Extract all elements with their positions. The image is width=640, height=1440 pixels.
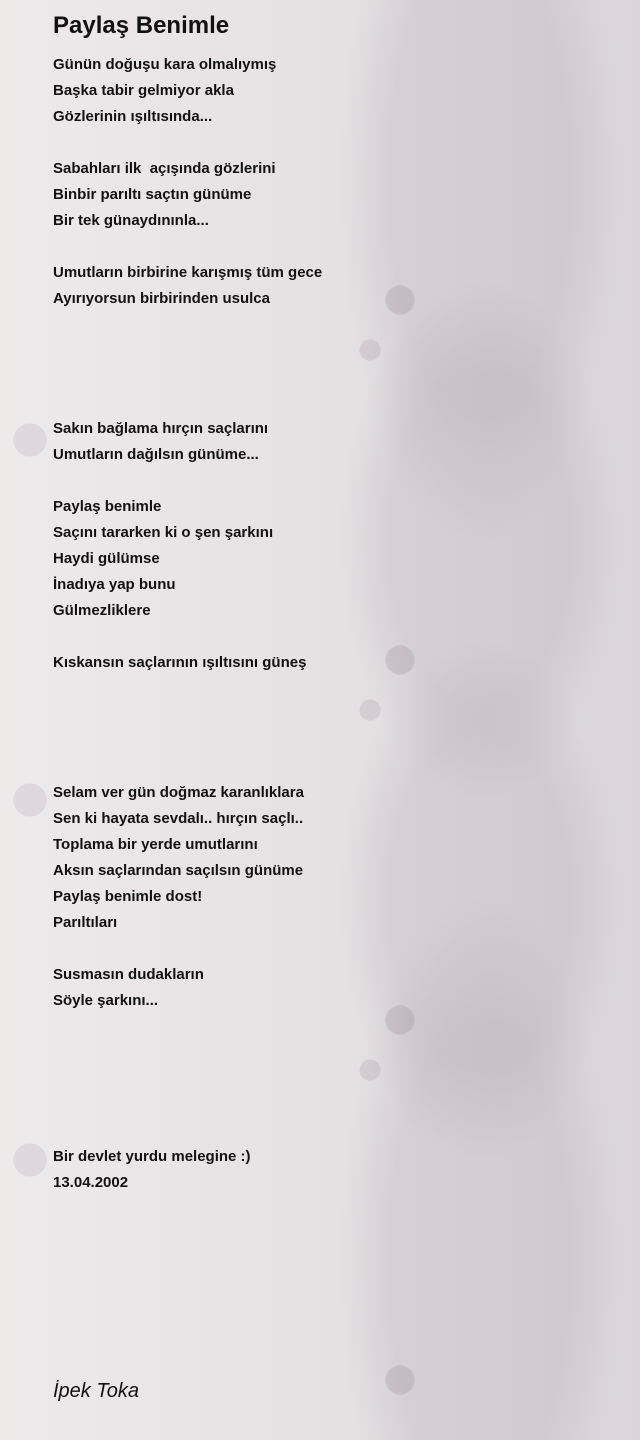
stanza-break: [53, 468, 613, 494]
poem-line: Paylaş benimle dost!: [53, 888, 203, 905]
stanza-break: [53, 936, 613, 962]
stanza-break: [53, 130, 613, 156]
stanza-break: [53, 1040, 613, 1066]
poem-line: Saçını tararken ki o şen şarkını: [53, 524, 274, 541]
poem-line: Haydi gülümse: [53, 550, 160, 567]
stanza-break: [53, 1092, 613, 1118]
poem-line: Sen ki hayata sevdalı.. hırçın saçlı..: [53, 810, 304, 827]
poem-title: Paylaş Benimle: [53, 12, 230, 39]
poem-line: Susmasın dudakların: [53, 966, 204, 983]
poem-line: Ayırıyorsun birbirinden usulca: [53, 290, 270, 307]
stanza-break: [53, 364, 613, 390]
stanza-break: [53, 1118, 613, 1144]
poem-line: Paylaş benimle: [53, 498, 162, 515]
stanza-break: [53, 754, 613, 780]
stanza-break: [53, 1014, 613, 1040]
stanza-break: [53, 312, 613, 338]
poem-body: [53, 52, 613, 1196]
poem-line: Söyle şarkını...: [53, 992, 159, 1009]
poem-line: Aksın saçlarından saçılsın günüme: [53, 862, 304, 879]
stanza-break: [53, 728, 613, 754]
poem-line: Bir devlet yurdu melegine :): [53, 1148, 251, 1165]
stanza-break: [53, 702, 613, 728]
poem-line: Başka tabir gelmiyor akla: [53, 82, 234, 99]
poem-line: Parıltıları: [53, 914, 118, 931]
stanza-break: [53, 676, 613, 702]
poem-line: Toplama bir yerde umutlarını: [53, 836, 258, 853]
poem-line: Binbir parıltı saçtın günüme: [53, 186, 252, 203]
stanza-break: [53, 624, 613, 650]
poem-line: Umutların birbirine karışmış tüm gece: [53, 264, 323, 281]
poem-line: Gözlerinin ışıltısında...: [53, 108, 213, 125]
poem-line: 13.04.2002: [53, 1174, 129, 1191]
poem-author: İpek Toka: [53, 1380, 139, 1402]
stanza-break: [53, 338, 613, 364]
poem-line: Gülmezliklere: [53, 602, 151, 619]
stanza-break: [53, 390, 613, 416]
poem-line: Sakın bağlama hırçın saçlarını: [53, 420, 269, 437]
stanza-break: [53, 1066, 613, 1092]
poem-line: Umutların dağılsın günüme...: [53, 446, 259, 463]
stanza-break: [53, 234, 613, 260]
poem-line: İnadıya yap bunu: [53, 576, 176, 593]
poem-line: Bir tek günaydınınla...: [53, 212, 209, 229]
poem-line: Kıskansın saçlarının ışıltısını güneş: [53, 654, 307, 671]
poem-line: Günün doğuşu kara olmalıymış: [53, 56, 277, 73]
poem-line: Selam ver gün doğmaz karanlıklara: [53, 784, 304, 801]
poem-line: Sabahları ilk açışında gözlerini: [53, 160, 276, 177]
